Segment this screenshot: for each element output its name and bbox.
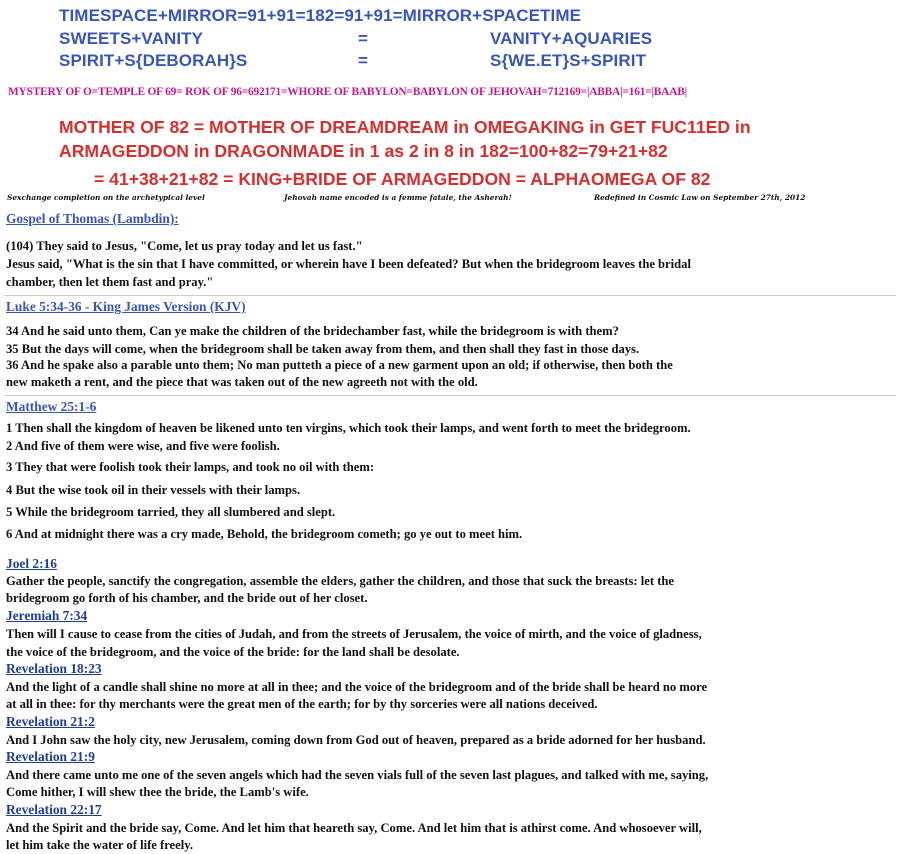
joel-line-2: bridegroom go forth of his chamber, and the bride out of her closet. bbox=[6, 591, 368, 605]
revelation-21-9-line-1: And there came unto me one of the seven angels which had the seven vials full of the seven last plagues, and talked with me, saying, bbox=[6, 768, 709, 782]
revelation-18-23-line-1: And the light of a candle shall shine no more at all in thee; and the voice of the bridegroom and of the bride shall be heard no more bbox=[6, 680, 708, 694]
revelation-21-2-line-1: And I John saw the holy city, new Jerusalem, coming down from God out of heaven, prepared as a bride adorned for her husband. bbox=[6, 733, 706, 747]
equation-line-3-left: SPIRIT+S{DEBORAH}S bbox=[59, 51, 248, 70]
revelation-22-17-heading-link[interactable]: Revelation 22:17 bbox=[6, 802, 102, 817]
revelation-18-23-heading-link[interactable]: Revelation 18:23 bbox=[6, 661, 102, 676]
equation-line-2-right: VANITY+AQUARIES bbox=[490, 29, 653, 48]
mystery-line: MYSTERY OF O=TEMPLE OF 69= ROK OF 96=692171=WHORE OF BABYLON=BABYLON OF JEHOVAH=712169=|ABBA|=161=|BAAB| bbox=[8, 86, 687, 98]
thomas-line-2: Jesus said, "What is the sin that I have committed, or wherein have I been defeated? But when the bridegroom leaves the bridal bbox=[6, 257, 691, 271]
red-line-1: MOTHER OF 82 = MOTHER OF DREAMDREAM in OMEGAKING in GET FUC11ED in bbox=[59, 117, 751, 137]
revelation-21-2-heading-link[interactable]: Revelation 21:2 bbox=[6, 714, 95, 729]
luke-line-3: 36 And he spake also a parable unto them; No man putteth a piece of a new garment upon an old; if otherwise, then both the bbox=[6, 358, 673, 372]
revelation-22-17-line-1: And the Spirit and the bride say, Come. And let him that heareth say, Come. And let him that is athirst come. And whosoever will, bbox=[6, 821, 702, 835]
jeremiah-line-2: the voice of the bridegroom, and the voice of the bride: for the land shall be desolate. bbox=[6, 645, 460, 659]
joel-heading-link[interactable]: Joel 2:16 bbox=[6, 556, 57, 571]
luke-line-1: 34 And he said unto them, Can ye make the children of the bridechamber fast, while the bridegroom is with them? bbox=[6, 324, 619, 338]
equation-line-2-left: SWEETS+VANITY bbox=[59, 29, 204, 48]
matthew-verse-1: 1 Then shall the kingdom of heaven be likened unto ten virgins, which took their lamps, and went forth to meet the bridegroom. bbox=[6, 421, 691, 435]
revelation-21-9-line-2: Come hither, I will shew thee the bride, the Lamb's wife. bbox=[6, 785, 309, 799]
note-middle: Jehovah name encoded is a femme fatale, the Asherah! bbox=[284, 193, 512, 202]
matthew-verse-5: 5 While the bridegroom tarried, they all slumbered and slept. bbox=[6, 505, 336, 519]
equation-line-2-equals: = bbox=[358, 29, 369, 48]
thomas-line-3: chamber, then let them fast and pray." bbox=[6, 275, 214, 289]
divider bbox=[4, 395, 896, 396]
thomas-heading-link[interactable]: Gospel of Thomas (Lambdin): bbox=[6, 211, 179, 226]
revelation-22-17-line-2: let him take the water of life freely. bbox=[6, 838, 193, 852]
equation-line-1: TIMESPACE+MIRROR=91+91=182=91+91=MIRROR+SPACETIME bbox=[59, 6, 582, 25]
jeremiah-heading-link[interactable]: Jeremiah 7:34 bbox=[6, 608, 88, 623]
revelation-21-9-heading-link[interactable]: Revelation 21:9 bbox=[6, 749, 95, 764]
divider bbox=[4, 295, 896, 296]
joel-line-1: Gather the people, sanctify the congregation, assemble the elders, gather the children, and those that suck the breasts: let the bbox=[6, 574, 675, 588]
red-line-2: ARMAGEDDON in DRAGONMADE in 1 as 2 in 8 in 182=100+82=79+21+82 bbox=[59, 141, 668, 161]
note-right: Redefined in Cosmic Law on September 27th, 2012 bbox=[594, 193, 806, 202]
matthew-verse-4: 4 But the wise took oil in their vessels with their lamps. bbox=[6, 483, 301, 497]
matthew-verse-3: 3 They that were foolish took their lamps, and took no oil with them: bbox=[6, 460, 375, 474]
luke-line-4: new maketh a rent, and the piece that was taken out of the new agreeth not with the old. bbox=[6, 375, 478, 389]
revelation-18-23-line-2: at all in thee: for thy merchants were the great men of the earth; for by thy sorceries were all nations deceived. bbox=[6, 697, 598, 711]
luke-line-2: 35 But the days will come, when the bridegroom shall be taken away from them, and then shall they fast in those days. bbox=[6, 342, 640, 356]
thomas-line-1: (104) They said to Jesus, "Come, let us pray today and let us fast." bbox=[6, 239, 363, 253]
red-line-3: = 41+38+21+82 = KING+BRIDE OF ARMAGEDDON = ALPHAOMEGA OF 82 bbox=[94, 169, 711, 189]
note-left: Sexchange completion on the archetypical level bbox=[7, 193, 205, 202]
luke-heading-link[interactable]: Luke 5:34-36 - King James Version (KJV) bbox=[6, 299, 246, 314]
matthew-verse-6: 6 And at midnight there was a cry made, Behold, the bridegroom cometh; go ye out to meet him. bbox=[6, 527, 523, 541]
equation-line-3-right: S{WE.ET}S+SPIRIT bbox=[490, 51, 647, 70]
matthew-verse-2: 2 And five of them were wise, and five were foolish. bbox=[6, 439, 280, 453]
matthew-heading-link[interactable]: Matthew 25:1-6 bbox=[6, 399, 97, 414]
equation-line-3-equals: = bbox=[358, 51, 369, 70]
jeremiah-line-1: Then will I cause to cease from the cities of Judah, and from the streets of Jerusalem, the voice of mirth, and the voice of gladness, bbox=[6, 627, 702, 641]
